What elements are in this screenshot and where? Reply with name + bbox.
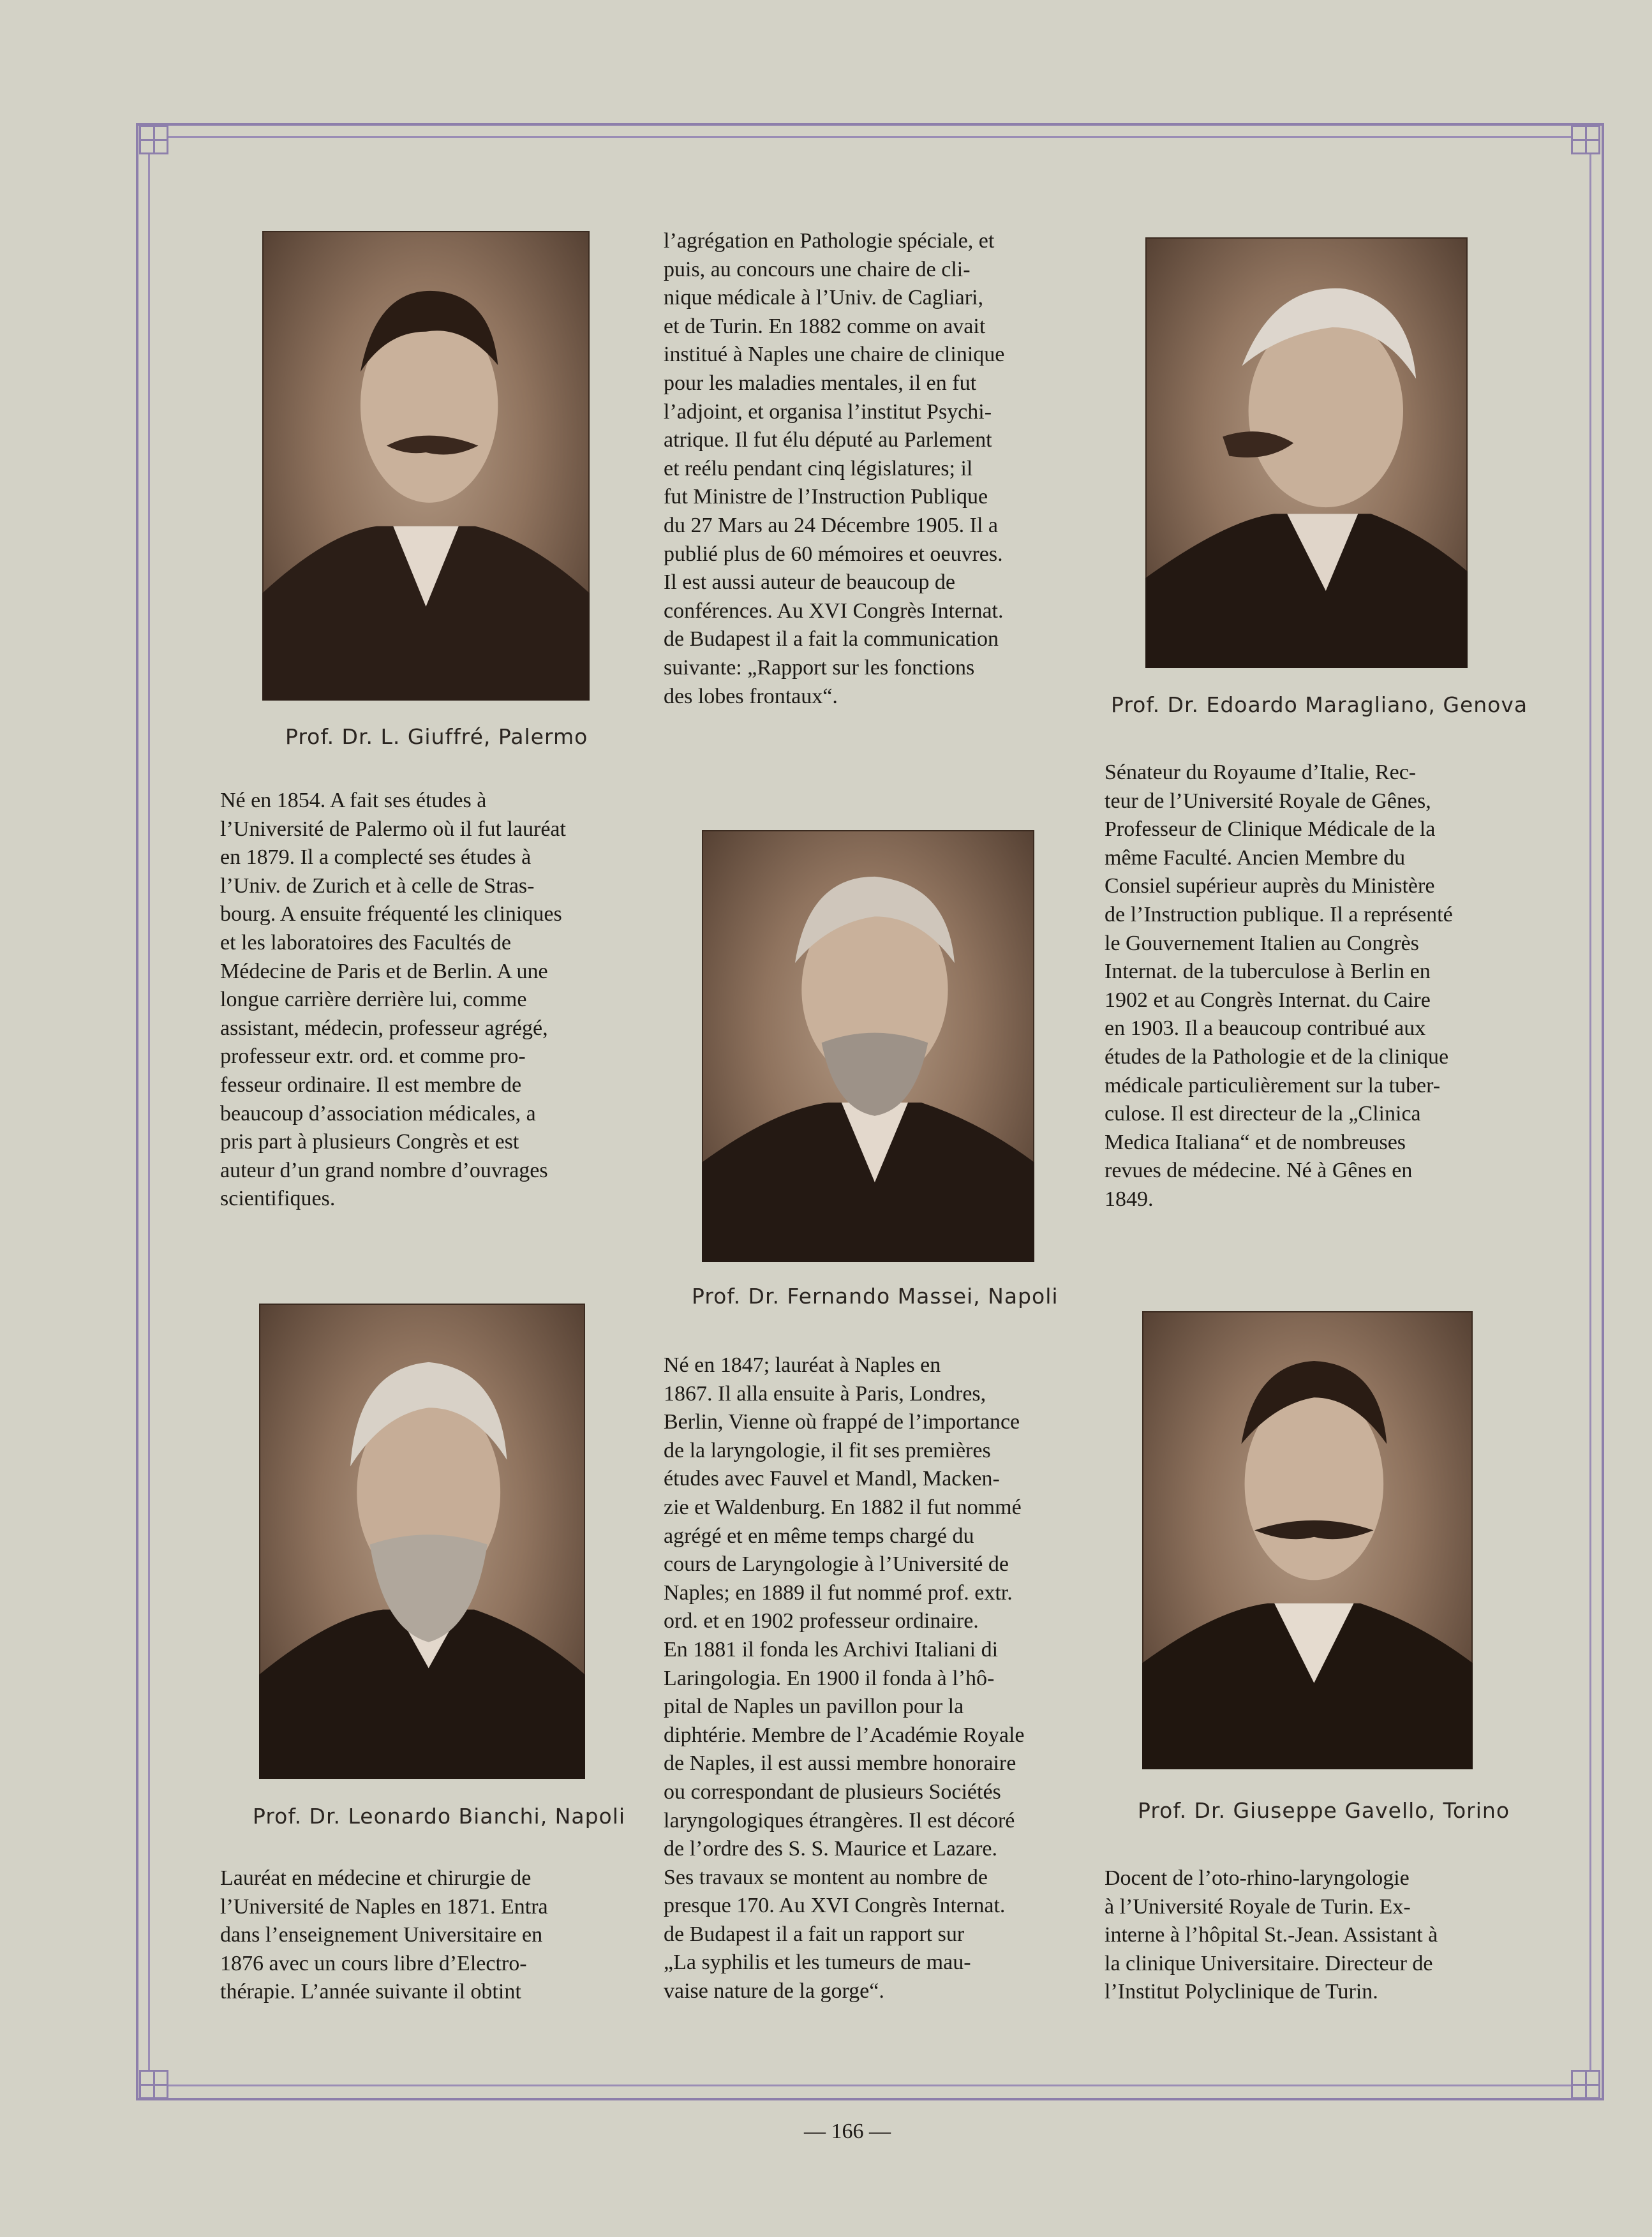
portrait-giuffre	[262, 231, 590, 701]
page-number: — 166 —	[804, 2120, 891, 2143]
bio-bianchi: Lauréat en médecine et chirurgie de l’Université de Naples en 1871. Entra dans l’enseignement Universitaire en 1876 avec un cours libre d’Electro- thérapie. L’année suivante il obtint	[220, 1866, 548, 2004]
caption-bianchi: Prof. Dr. Leonardo Bianchi, Napoli	[253, 1804, 626, 1829]
bio-giuffre: Né en 1854. A fait ses études à l’Université de Palermo où il fut lauréat en 1879. Il a complecté ses études à l’Univ. de Zurich et à celle de Stras- bourg. A ensuite fréquenté les cliniques et les laboratoires des Facultés de Médecine de Paris et de Berlin. A une longue carrière derrière lui, comme assistant, médecin, professeur agrégé, professeur extr. ord. et comme pro- fesseur ordinaire. Il est membre de beaucoup d’association médicales, a pris part à plusieurs Congrès et est auteur d’un grand nombre d’ouvrages scientifiques.	[220, 789, 566, 1211]
border-corner-ornament	[1571, 2070, 1600, 2099]
border-corner-ornament	[139, 125, 168, 154]
bio-bianchi-continuation: l’agrégation en Pathologie spéciale, et puis, au concours une chaire de cli- nique médicale à l’Univ. de Cagliari, et de Turin. En 1882 comme on avait institué à Naples une chaire de clinique pour les maladies mentales, il en fut l’adjoint, et organisa l’institut Psychi- atrique. Il fut élu député au Parlement et reélu pendant cinq législatures; il fut Ministre de l’Instruction Publique du 27 Mars au 24 Décembre 1905. Il a publié plus de 60 mémoires et oeuvres. Il est aussi auteur de beaucoup de conférences. Au XVI Congrès Internat. de Budapest il a fait la communication suivante: „Rapport sur les fonctions des lobes frontaux“.	[664, 229, 1005, 708]
bio-maragliano: Sénateur du Royaume d’Italie, Rec- teur de l’Université Royale de Gênes, Professeur de Clinique Médicale de la même Faculté. Ancien Membre du Consiel supérieur auprès du Ministère de l’Instruction publique. Il a représenté le Gouvernement Italien au Congrès Internat. de la tuberculose à Berlin en 1902 et au Congrès Internat. du Caire en 1903. Il a beaucoup contribué aux études de la Pathologie et de la clinique médicale particulièrement sur la tuber- culose. Il est directeur de la „Clinica Medica Italiana“ et de nombreuses revues de médecine. Né à Gênes en 1849.	[1105, 761, 1453, 1211]
portrait-maragliano	[1145, 237, 1468, 668]
bio-gavello: Docent de l’oto-rhino-laryngologie à l’Université Royale de Turin. Ex- interne à l’hôpital St.-Jean. Assistant à la clinique Universitaire. Directeur de l’Institut Polyclinique de Turin.	[1105, 1866, 1438, 2004]
portrait-massei	[702, 830, 1034, 1262]
border-corner-ornament	[139, 2070, 168, 2099]
bio-massei: Né en 1847; lauréat à Naples en 1867. Il alla ensuite à Paris, Londres, Berlin, Vienne où frappé de l’importance de la laryngologie, il fit ses premières études avec Fauvel et Mandl, Macken- zie et Waldenburg. En 1882 il fut nommé agrégé et en même temps chargé du cours de Laryngologie à l’Université de Naples; en 1889 il fut nommé prof. extr. ord. et en 1902 professeur ordinaire. En 1881 il fonda les Archivi Italiani di Laringologia. En 1900 il fonda à l’hô- pital de Naples un pavillon pour la diphtérie. Membre de l’Académie Royale de Naples, il est aussi membre honoraire ou correspondant de plusieurs Sociétés laryngologiques étrangères. Il est décoré de l’ordre des S. S. Maurice et Lazare. Ses travaux se montent au nombre de presque 170. Au XVI Congrès Internat. de Budapest il a fait un rapport sur „La syphilis et les tumeurs de mau- vaise nature de la gorge“.	[664, 1353, 1025, 2003]
caption-maragliano: Prof. Dr. Edoardo Maragliano, Genova	[1111, 692, 1528, 717]
portrait-bianchi	[259, 1304, 585, 1779]
portrait-gavello	[1142, 1311, 1473, 1769]
border-corner-ornament	[1571, 125, 1600, 154]
caption-giuffre: Prof. Dr. L. Giuffré, Palermo	[285, 724, 588, 749]
caption-massei: Prof. Dr. Fernando Massei, Napoli	[692, 1284, 1059, 1309]
caption-gavello: Prof. Dr. Giuseppe Gavello, Torino	[1138, 1798, 1510, 1823]
